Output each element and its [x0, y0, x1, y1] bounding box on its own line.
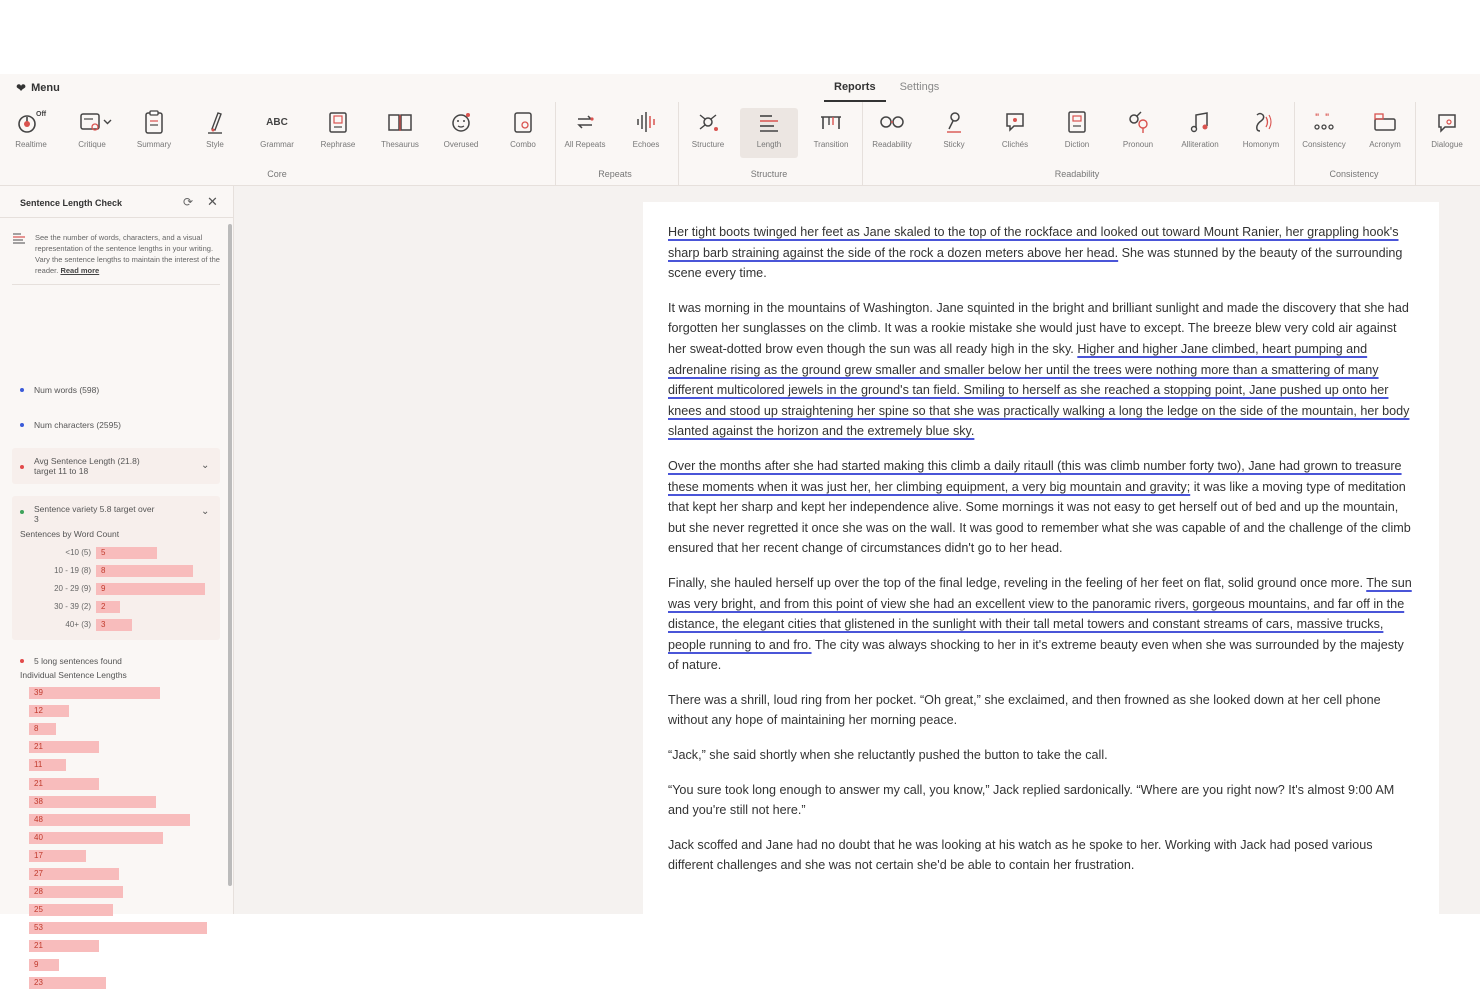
face-icon: [449, 108, 473, 136]
long-sentences-stat: [20, 656, 122, 666]
repeat-icon: [573, 108, 597, 136]
avg-length-line1: Avg Sentence Length (21.8): [34, 456, 140, 466]
sentence-length-bar[interactable]: 8: [29, 723, 56, 735]
acronym-icon: [1371, 108, 1399, 136]
tool-label: Dialogue: [1431, 140, 1463, 149]
tool-label: Combo: [510, 140, 536, 149]
combo-icon: [511, 108, 535, 136]
summary-tool-button[interactable]: [125, 108, 183, 158]
long-sentence-highlight[interactable]: The sun was very bright, and from this point of view she had an excellent view to the panoramic rivers, gorgeous mountains, and far off in the distance, the elegant cities that glistened in the sunlight with their tall metal towers and constant streams of cars, massive trucks, people running to and fro.: [668, 575, 1412, 652]
sticky-pin-icon: [943, 108, 965, 136]
clipboard-icon: [143, 108, 165, 136]
tool-label: Sticky: [943, 140, 965, 149]
sentence-length-bar[interactable]: 17: [29, 850, 86, 862]
abc-glyph: ABC: [266, 116, 288, 128]
status-dot: [20, 423, 24, 427]
tool-label: Alliteration: [1181, 140, 1219, 149]
avg-sentence-length-card[interactable]: [12, 448, 220, 484]
length-tool-button[interactable]: [740, 108, 798, 158]
sentence-length-bar[interactable]: 9: [29, 959, 59, 971]
tool-label: Echoes: [632, 140, 660, 149]
word-count-bin-label: 30 - 39 (2): [54, 602, 91, 611]
tool-label: Rephrase: [320, 140, 356, 149]
tool-label: Overused: [443, 140, 479, 149]
tab-settings[interactable]: Settings: [899, 81, 940, 93]
sentence-text: “Jack,” she said shortly when she reluctantly pushed the button to take the call.: [668, 748, 1108, 763]
tool-label: Style: [206, 140, 224, 149]
tool-label: Clichés: [1001, 140, 1029, 149]
word-count-row: [0, 547, 91, 559]
tool-label: Diction: [1064, 140, 1090, 149]
paragraph[interactable]: [668, 573, 1416, 676]
word-count-bar: 9: [96, 583, 205, 595]
sentence-text: The city was always shocking to her in it's extreme beauty even when she was surrounded by the majesty of nature.: [668, 637, 1404, 673]
status-dot: [20, 510, 24, 514]
word-count-row: [0, 619, 91, 631]
sentence-text: “You sure took long enough to answer my call, you know,” Jack replied sardonically. “Where are you right now? It's almost 9:00 AM and you're still not here.”: [668, 782, 1395, 818]
document-page[interactable]: [643, 202, 1439, 914]
diction-doc-icon: [1066, 108, 1088, 136]
tool-label: All Repeats: [564, 140, 606, 149]
thesaurus-tool-button[interactable]: [371, 108, 429, 158]
alliteration-tool-button[interactable]: [1171, 108, 1229, 158]
group-label-structure: Structure: [750, 169, 788, 179]
sentence-text: She was stunned by the beauty of the surrounding scene every time.: [668, 245, 1403, 281]
sentence-length-bar[interactable]: 21: [29, 741, 99, 753]
status-dot: [20, 465, 24, 469]
variety-line2: 3: [34, 514, 39, 524]
num-words-text: Num words (598): [34, 385, 100, 395]
sentence-text: There was a shrill, loud ring from her pocket. “Oh great,” she exclaimed, and then frowned as she looked down at her cell phone without any hope of maintaining her morning peace.: [668, 692, 1381, 728]
gender-icon: [1125, 108, 1151, 136]
word-count-heading: Sentences by Word Count: [20, 529, 120, 539]
tool-label: Summary: [136, 140, 172, 149]
speech-bubble-icon: [1003, 108, 1027, 136]
read-more-link[interactable]: Read more: [60, 266, 100, 275]
echoes-tool-button[interactable]: [617, 108, 675, 158]
length-bars-icon: [756, 108, 782, 136]
combo-tool-button[interactable]: [494, 108, 552, 158]
tool-label: Grammar: [260, 140, 294, 149]
sentence-text: Jack scoffed and Jane had no doubt that he was looking at his watch as he spoke to her. Working with Jack had posed various different challenges and she was not certain she'd be able to contain her frustration.: [668, 837, 1373, 873]
sticky-tool-button[interactable]: [925, 108, 983, 158]
paragraph[interactable]: [668, 835, 1416, 876]
word-count-bar: 2: [96, 601, 120, 613]
group-label-core: Core: [267, 169, 287, 179]
report-tabs: [824, 74, 949, 102]
tool-label: Consistency: [1302, 140, 1346, 149]
description-text: See the number of words, characters, and a visual representation of the sentence lengths in your writing. Vary the sentence lengths to maintain the interest of the reader.: [35, 233, 220, 275]
sentence-length-bar[interactable]: 48: [29, 814, 190, 826]
pronoun-tool-button[interactable]: [1109, 108, 1167, 158]
power-icon: [14, 108, 48, 136]
report-description: [12, 232, 220, 285]
long-sentence-highlight[interactable]: Over the months after she had started making this climb a daily ritaull (this was climb number forty two), Jane had grown to treasure these moments when it was just her, her climbing equipment, a very big mountain and gravity;: [668, 458, 1402, 494]
cliches-tool-button[interactable]: [986, 108, 1044, 158]
word-count-bar: 5: [96, 547, 157, 559]
num-words-stat: [20, 385, 99, 395]
grammar-tool-button[interactable]: [248, 108, 306, 158]
sentence-length-bar[interactable]: 28: [29, 886, 123, 898]
bridge-icon: [818, 108, 844, 136]
group-label-repeats: Repeats: [598, 169, 632, 179]
all-repeats-tool-button[interactable]: [556, 108, 614, 158]
avg-length-text: [34, 456, 140, 476]
num-chars-text: Num characters (2595): [34, 420, 121, 430]
tool-label: Readability: [872, 140, 912, 149]
report-ribbon: [0, 102, 1480, 186]
group-label-consistency: Consistency: [1329, 169, 1379, 179]
abc-icon: [266, 108, 288, 136]
homonym-tool-button[interactable]: [1232, 108, 1290, 158]
tool-label: Length: [756, 140, 782, 149]
word-count-bin-label: 20 - 29 (9): [54, 584, 91, 593]
tool-label: Transition: [813, 140, 849, 149]
sentence-length-bar[interactable]: 39: [29, 687, 160, 699]
variety-text: [34, 504, 155, 524]
chevron-down-icon[interactable]: ⌄: [201, 506, 210, 517]
avg-length-line2: target 11 to 18: [34, 466, 89, 476]
tool-label: Thesaurus: [381, 140, 419, 149]
document-text[interactable]: [668, 222, 1416, 890]
consistency-icon: [1311, 108, 1337, 136]
sentence-length-bar[interactable]: 27: [29, 868, 119, 880]
length-report-icon: [12, 232, 26, 244]
word-count-bar: 3: [96, 619, 132, 631]
style-tool-button[interactable]: [186, 108, 244, 158]
tool-label: Realtime: [15, 140, 47, 149]
chevron-down-icon[interactable]: ⌄: [201, 460, 210, 471]
ear-icon: [1248, 108, 1274, 136]
sentence-length-bar[interactable]: 38: [29, 796, 156, 808]
close-icon[interactable]: ✕: [207, 194, 218, 209]
num-chars-stat: [20, 420, 121, 430]
group-divider: [1415, 102, 1416, 186]
tool-label: Homonym: [1242, 140, 1280, 149]
sentence-length-bar[interactable]: 12: [29, 705, 69, 717]
paragraph[interactable]: [668, 456, 1416, 559]
diction-tool-button[interactable]: [1048, 108, 1106, 158]
menu-label: Menu: [31, 82, 60, 94]
sentence-length-bar[interactable]: 23: [29, 977, 106, 989]
rephrase-tool-button[interactable]: [309, 108, 367, 158]
paragraph[interactable]: [668, 222, 1416, 284]
critique-tool-button[interactable]: [63, 108, 121, 158]
sidebar-title: Sentence Length Check: [20, 198, 123, 208]
sentence-text: Finally, she hauled herself up over the top of the final ledge, reveling in the feeling of her feet on flat, solid ground once more.: [668, 575, 1367, 590]
word-count-bin-label: 40+ (3): [65, 620, 91, 629]
critique-icon: [69, 108, 115, 136]
sound-wave-icon: [632, 108, 660, 136]
top-bar: [0, 74, 1480, 102]
paragraph[interactable]: [668, 298, 1416, 442]
pen-icon: [204, 108, 226, 136]
word-count-bin-label: 10 - 19 (8): [54, 566, 91, 575]
realtime-off-badge: Off: [36, 111, 47, 118]
word-count-row: [0, 583, 91, 595]
sentence-length-bar[interactable]: 21: [29, 940, 99, 952]
music-note-icon: [1188, 108, 1212, 136]
paragraph[interactable]: [668, 690, 1416, 731]
status-dot: [20, 388, 24, 392]
tool-label: Structure: [691, 140, 725, 149]
status-dot: [20, 659, 24, 663]
overused-tool-button[interactable]: [432, 108, 490, 158]
long-sentences-text: 5 long sentences found: [34, 656, 122, 666]
sentence-length-bar[interactable]: 21: [29, 778, 99, 790]
long-sentence-highlight[interactable]: Her tight boots twinged her feet as Jane skaled to the top of the rockface and looked out toward Mount Ranier, her grappling hook's sharp barb straining against the side of the rock a dozen meters above her head.: [668, 225, 1399, 260]
individual-lengths-heading: Individual Sentence Lengths: [20, 670, 127, 680]
glasses-icon: [878, 108, 906, 136]
group-label-readability: Readability: [1054, 169, 1100, 179]
sidebar-scrollbar[interactable]: [228, 224, 232, 886]
paragraph[interactable]: [668, 780, 1416, 821]
sentence-length-bar[interactable]: 11: [29, 759, 66, 771]
app-window: [0, 74, 1480, 987]
sentence-text: It was morning in the mountains of Washington. Jane squinted in the bright and brilliant sunlight and made the discovery that she had forgotten her sunglasses on the climb. It was a rookie mistake she would just have to except. The breeze blew very cold air against her sweat-dotted brow even though the sun was all ready high in the sky.: [668, 300, 1409, 356]
sentence-length-bar[interactable]: 40: [29, 832, 163, 844]
word-count-bin-label: <10 (5): [65, 548, 91, 557]
sentence-length-bar[interactable]: 53: [29, 922, 207, 934]
dialogue-bubble-icon: [1435, 108, 1459, 136]
word-count-row: [0, 601, 91, 613]
refresh-icon[interactable]: ⟳: [183, 195, 194, 209]
paragraph[interactable]: [668, 745, 1416, 766]
sentence-length-bar[interactable]: 25: [29, 904, 113, 916]
svg-text:": ": [1325, 112, 1330, 122]
word-count-bar: 8: [96, 565, 193, 577]
readability-tool-button[interactable]: [863, 108, 921, 158]
tool-label: Pronoun: [1122, 140, 1154, 149]
sentence-text: it was like a moving type of meditation that kept her sharp and kept her independence alive. Some mornings it was not easy to get herself out of bed and up the mountain, but she never regretted it once she was on the wall. It was good to remember what she was capable of and the challenge of the climb ensured that her recent change of circumstances didn't go to her head.: [668, 479, 1411, 556]
menu-button[interactable]: [16, 80, 60, 96]
tool-label: Acronym: [1369, 140, 1401, 149]
tool-label: Critique: [78, 140, 106, 149]
rephrase-book-icon: [326, 108, 350, 136]
word-count-row: [0, 565, 91, 577]
transition-tool-button[interactable]: [802, 108, 860, 158]
structure-icon: [696, 108, 720, 136]
variety-line1: Sentence variety 5.8 target over: [34, 504, 155, 514]
heart-logo-icon: ❤: [16, 81, 27, 95]
open-book-icon: [386, 108, 414, 136]
svg-text:": ": [1315, 112, 1320, 122]
dialogue-tool-button[interactable]: [1418, 108, 1476, 158]
consistency-tool-button[interactable]: [1295, 108, 1353, 158]
structure-tool-button[interactable]: [679, 108, 737, 158]
realtime-tool-button[interactable]: [2, 108, 60, 158]
long-sentence-highlight[interactable]: Higher and higher Jane climbed, heart pumping and adrenaline rising as the ground grew smaller and smaller below her until the trees were nothing more than a smattering of many different multicolored jewels in the ground's tan field. Smiling to herself as she reached a stopping point, Jane pushed up onto her knees and stood up straightening her spine so that she was practically walking a long the ledge on the side of the mountain, her body slanted against the horizon and the extremely blue sky.: [668, 341, 1410, 439]
tab-reports[interactable]: Reports: [824, 74, 886, 102]
report-sidebar: [0, 186, 234, 987]
sidebar-header: [0, 186, 234, 218]
acronym-tool-button[interactable]: [1356, 108, 1414, 158]
